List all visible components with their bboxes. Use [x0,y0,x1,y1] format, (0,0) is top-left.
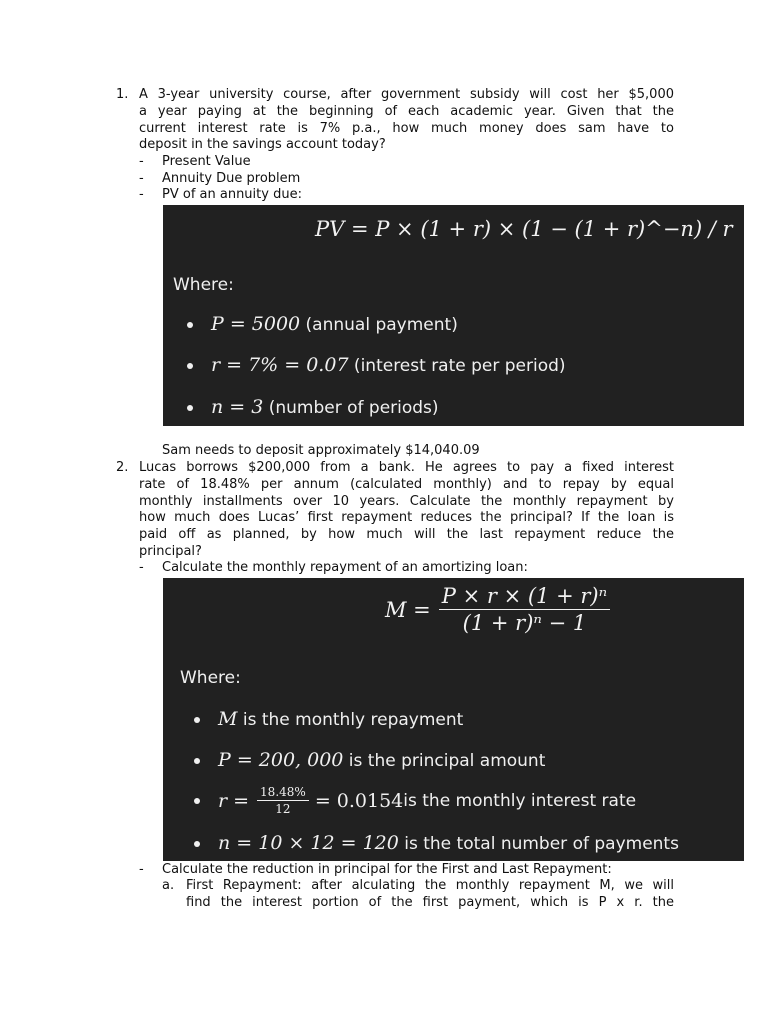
bullet-text: Annuity Due problem [162,171,301,186]
rate-denominator: 12 [275,802,291,816]
variable-item [187,313,458,335]
question-2 [116,460,674,561]
answer-text: Sam needs to deposit approximately $14,040.09 [162,443,480,458]
variable-math: r = 7% = 0.07 [211,354,349,376]
variable-desc: is the monthly interest rate [403,790,637,811]
where-label: Where: [180,668,241,688]
formula-denominator: (1 + r)ⁿ − 1 [462,611,587,635]
text-line: a year paying at the beginning of each academic year. Given that the [139,103,674,119]
text-line: principal? [139,543,202,559]
bullet-item [139,171,679,188]
bullet-dot [194,841,200,847]
text-line: First Repayment: after alculating the monthly repayment M, we will [186,878,674,893]
dash-marker: - [139,154,144,169]
variable-desc: is the principal amount [343,751,546,771]
bullet-text: Present Value [162,154,251,169]
question-number: 1. [116,87,129,102]
bullet-dot [194,798,200,804]
sub-item-a [162,878,674,912]
formula-box-amortization [163,578,744,861]
variable-item [194,749,545,771]
variable-item [194,708,463,730]
bullet-text: PV of an annuity due: [162,187,302,202]
rate-fraction [257,785,309,816]
bullet-dot [187,322,193,328]
bullet-text: Calculate the monthly repayment of an amortizing loan: [162,560,528,575]
variable-item [194,785,636,816]
question-text [139,460,674,561]
variable-math: n = 10 × 12 = 120 [218,832,399,854]
dash-marker: - [139,560,144,575]
formula-numerator: P × r × (1 + r)ⁿ [439,584,610,610]
bullet-item [139,154,679,171]
text-line: find the interest portion of the first payment, which is P x r. the [186,894,674,910]
sub-text [186,878,674,912]
formula-fraction [439,584,610,635]
question-text [139,87,674,154]
bullet-text: Calculate the reduction in principal for the First and Last Repayment: [162,862,612,877]
text-line: current interest rate is 7% p.a., how much money does sam have to [139,120,674,136]
variable-item [187,354,566,376]
text-line: how much does Lucas’ first repayment reduces the principal? If the loan is [139,510,674,526]
variable-math: = 0.0154 [314,789,404,812]
bullet-item [139,862,679,879]
bullet-item [139,187,679,204]
text-line: Lucas borrows $200,000 from a bank. He agrees to pay a fixed interest [139,460,674,475]
formula-box-pv [163,205,744,426]
text-line: paid off as planned, by how much will the last repayment reduce the [139,527,674,543]
bullet-dot [194,717,200,723]
variable-math: P = 5000 [211,313,301,335]
rate-numerator: 18.48% [257,785,309,801]
variable-math: n = 3 [211,396,264,418]
question-1 [116,87,674,154]
variable-desc: (number of periods) [263,398,439,418]
text-line: rate of 18.48% per annum (calculated monthly) and to repay by equal [139,476,674,492]
variable-desc: is the total number of payments [398,834,679,854]
variable-math: r = [218,789,250,812]
variable-item [187,396,439,418]
dash-marker: - [139,862,144,877]
dash-marker: - [139,171,144,186]
variable-desc: is the monthly repayment [237,710,464,730]
bullet-dot [187,405,193,411]
text-line: monthly installments over 10 years. Calculate the monthly repayment by [139,493,674,509]
bullet-dot [187,363,193,369]
amortization-formula [385,584,610,635]
variable-item [194,832,679,854]
variable-math: M [218,708,238,730]
formula-lhs: M = [385,597,431,622]
sub-label: a. [162,878,175,893]
variable-desc: (annual payment) [300,315,458,335]
bullet-dot [194,758,200,764]
where-label: Where: [173,275,234,295]
question-number: 2. [116,460,129,475]
text-line: deposit in the savings account today? [139,137,386,153]
pv-formula: PV = P × (1 + r) × (1 − (1 + r)^−n) / r [315,217,733,241]
text-line: A 3-year university course, after government subsidy will cost her $5,000 [139,87,674,102]
variable-desc: (interest rate per period) [348,356,566,376]
variable-math: P = 200, 000 [218,749,344,771]
dash-marker: - [139,187,144,202]
bullet-item [139,560,679,577]
